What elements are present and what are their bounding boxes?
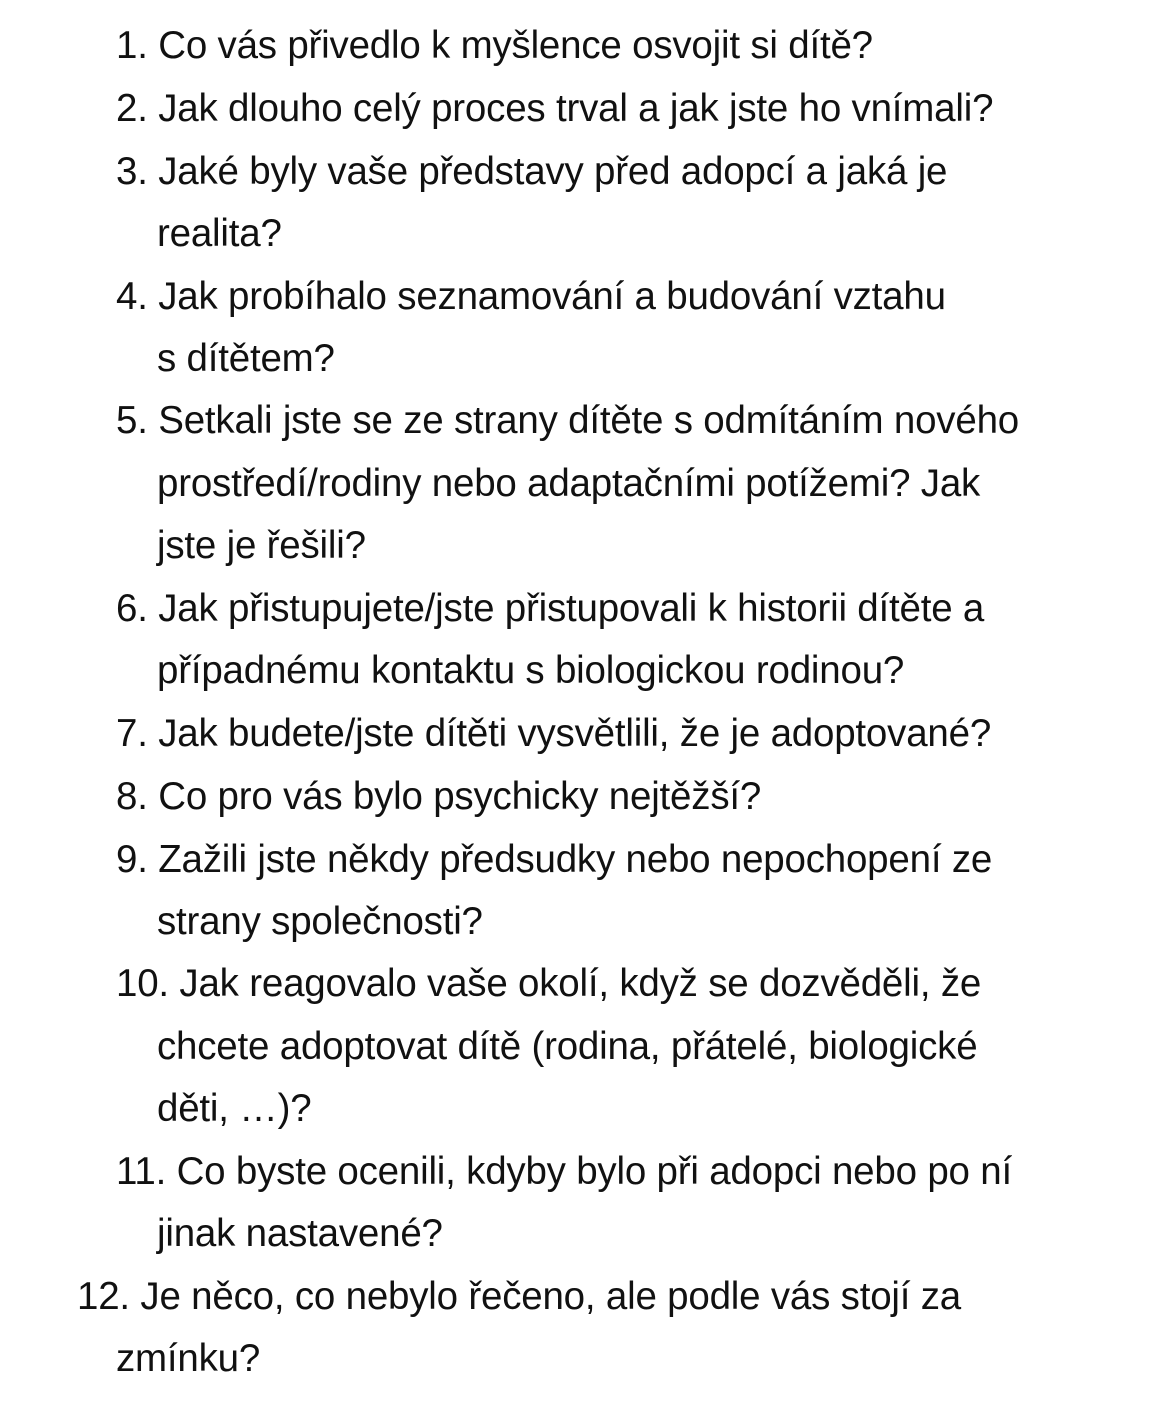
question-3-number: 3.	[116, 150, 148, 193]
question-3-line-2: realita?	[157, 212, 282, 255]
question-7-text: Jak budete/jste dítěti vysvětlili, že je adoptované?	[158, 712, 992, 755]
question-10-line-1	[116, 953, 981, 1015]
question-9-text: Zažili jste někdy předsudky nebo nepochopení ze	[158, 838, 993, 881]
question-12-text: Je něco, co nebylo řečeno, ale podle vás stojí za	[140, 1275, 962, 1318]
question-10-line-2: chcete adoptovat dítě (rodina, přátelé, biologické	[157, 1025, 978, 1068]
question-5-text: Setkali jste se ze strany dítěte s odmítáním nového	[158, 399, 1019, 442]
question-9-number: 9.	[116, 838, 148, 881]
question-7-number: 7.	[116, 712, 148, 755]
question-8-number: 8.	[116, 775, 148, 818]
question-8-text: Co pro vás bylo psychicky nejtěžší?	[158, 775, 762, 818]
question-6-number: 6.	[116, 587, 148, 630]
question-4-number: 4.	[116, 275, 148, 318]
question-8-line-1	[116, 766, 761, 828]
question-1-line-1	[116, 15, 873, 77]
question-4-line-1	[116, 266, 946, 328]
question-5-line-3: jste je řešili?	[157, 524, 366, 567]
question-9-line-1	[116, 829, 992, 891]
question-12-line-1	[77, 1266, 961, 1328]
question-5-line-2: prostředí/rodiny nebo adaptačními potížemi? Jak	[157, 462, 981, 505]
question-5-number: 5.	[116, 399, 148, 442]
question-6-text: Jak přistupujete/jste přistupovali k historii dítěte a	[158, 587, 985, 630]
question-11-text: Co byste ocenili, kdyby bylo při adopci nebo po ní	[176, 1150, 1012, 1193]
question-6-line-2: případnému kontaktu s biologickou rodinou?	[157, 649, 905, 692]
question-2-text: Jak dlouho celý proces trval a jak jste ho vnímali?	[158, 87, 994, 130]
question-11-number: 11.	[116, 1150, 167, 1193]
question-4-text: Jak probíhalo seznamování a budování vztahu	[158, 275, 946, 318]
question-12-number: 12.	[77, 1275, 130, 1318]
question-12-line-2: zmínku?	[116, 1337, 261, 1380]
question-7-line-1	[116, 703, 991, 765]
question-3-text: Jaké byly vaše představy před adopcí a jaká je	[158, 150, 948, 193]
question-9-line-2: strany společnosti?	[157, 900, 483, 943]
question-10-text: Jak reagovalo vaše okolí, když se dozvěděli, že	[179, 962, 982, 1005]
question-4-line-2: s dítětem?	[157, 337, 335, 380]
question-11-line-2: jinak nastavené?	[157, 1212, 443, 1255]
question-11-line-1	[116, 1141, 1012, 1203]
question-5-line-1	[116, 390, 1019, 452]
question-1-text: Co vás přivedlo k myšlence osvojit si dítě?	[158, 24, 873, 67]
question-2-number: 2.	[116, 87, 148, 130]
question-10-number: 10.	[116, 962, 169, 1005]
question-2-line-1	[116, 78, 993, 140]
question-3-line-1	[116, 141, 947, 203]
question-10-line-3: děti, …)?	[157, 1087, 312, 1130]
question-6-line-1	[116, 578, 984, 640]
question-1-number: 1.	[116, 24, 148, 67]
